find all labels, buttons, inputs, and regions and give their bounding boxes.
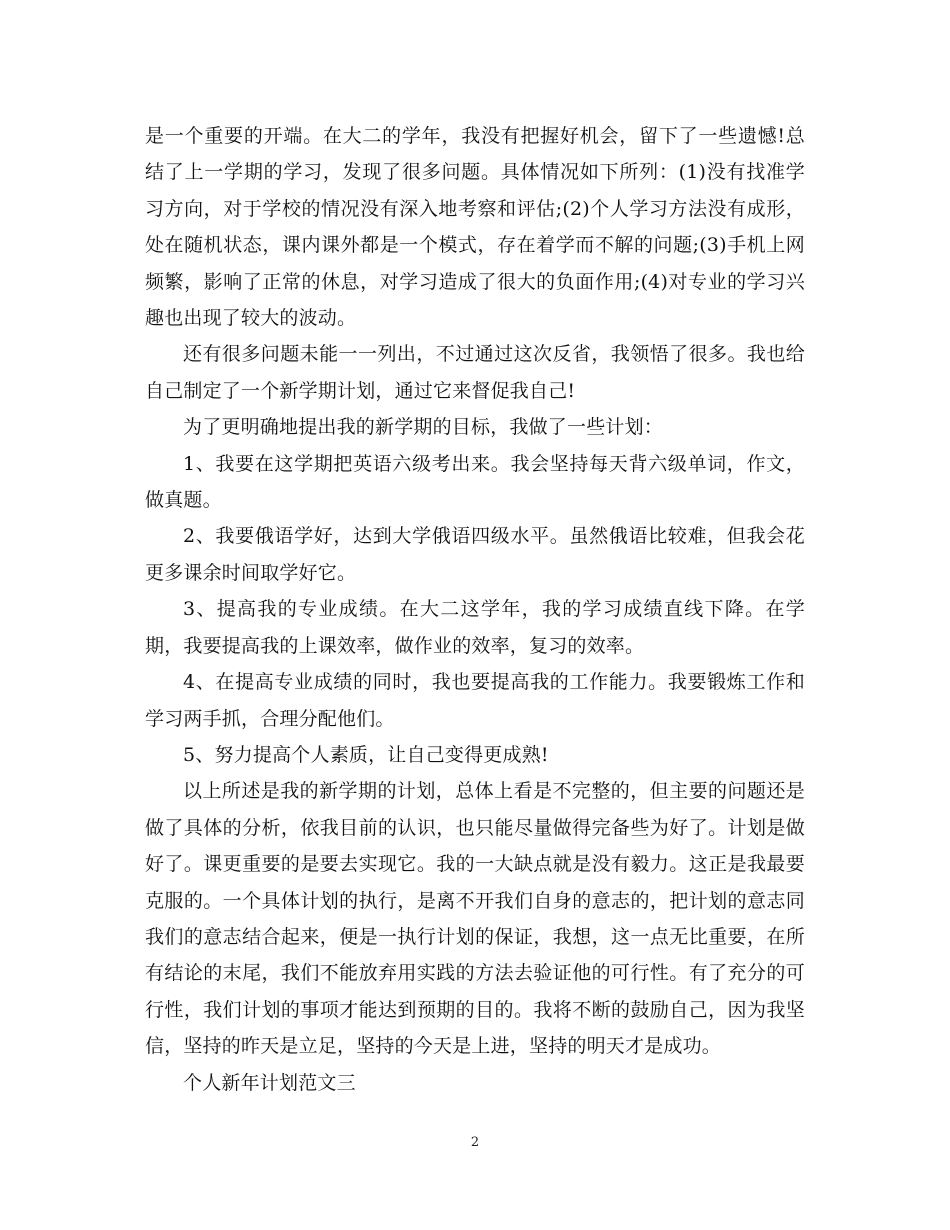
list-item-russian: 2、我要俄语学好，达到大学俄语四级水平。虽然俄语比较难，但我会花更多课余时间取学好它。 [145,525,805,584]
section-heading: 个人新年计划范文三 [183,1071,356,1094]
document-body [145,118,805,1101]
list-item-english: 1、我要在这学期把英语六级考出来。我会坚持每天背六级单词，作文，做真题。 [145,452,805,512]
paragraph-reflection: 还有很多问题未能一一列出，不过通过这次反省，我领悟了很多。我也给自己制定了一个新学期计划，通过它来督促我自己! [145,343,805,402]
list-item-personal-quality: 5、努力提高个人素质，让自己变得更成熟! [183,743,549,766]
page-number: 2 [470,1135,480,1150]
list-item-work-ability: 4、在提高专业成绩的同时，我也要提高我的工作能力。我要锻炼工作和学习两手抓，合理分配他们。 [145,671,805,730]
paragraph-goal-intro: 为了更明确地提出我的新学期的目标，我做了一些计划： [183,416,664,439]
list-item-grades: 3、提高我的专业成绩。在大二这学年，我的学习成绩直线下降。在学期，我要提高我的上课效率，做作业的效率，复习的效率。 [145,598,805,657]
paragraph-intro: 是一个重要的开端。在大二的学年，我没有把握好机会，留下了一些遗憾!总结了上一学期的学习，发现了很多问题。具体情况如下所列：(1)没有找准学习方向，对于学校的情况没有深入地考察和评估;(2)个人学习方法没有成形，处在随机状态，课内课外都是一个模式，存在着学而不解的问题;(3)手机上网频繁，影响了正常的休息，对学习造成了很大的负面作用;(4)对专业的学习兴趣也出现了较大的波动。 [145,125,805,330]
paragraph-conclusion: 以上所述是我的新学期的计划，总体上看是不完整的，但主要的问题还是做了具体的分析，依我目前的认识，也只能尽量做得完备些为好了。计划是做好了。课更重要的是要去实现它。我的一大缺点就是没有毅力。这正是我最要克服的。一个具体计划的执行，是离不开我们自身的意志的，把计划的意志同我们的意志结合起来，便是一执行计划的保证，我想，这一点无比重要，在所有结论的末尾，我们不能放弃用实践的方法去验证他的可行性。有了充分的可行性，我们计划的事项才能达到预期的目的。我将不断的鼓励自己，因为我坚信，坚持的昨天是立足，坚持的今天是上进，坚持的明天才是成功。 [145,780,805,1058]
